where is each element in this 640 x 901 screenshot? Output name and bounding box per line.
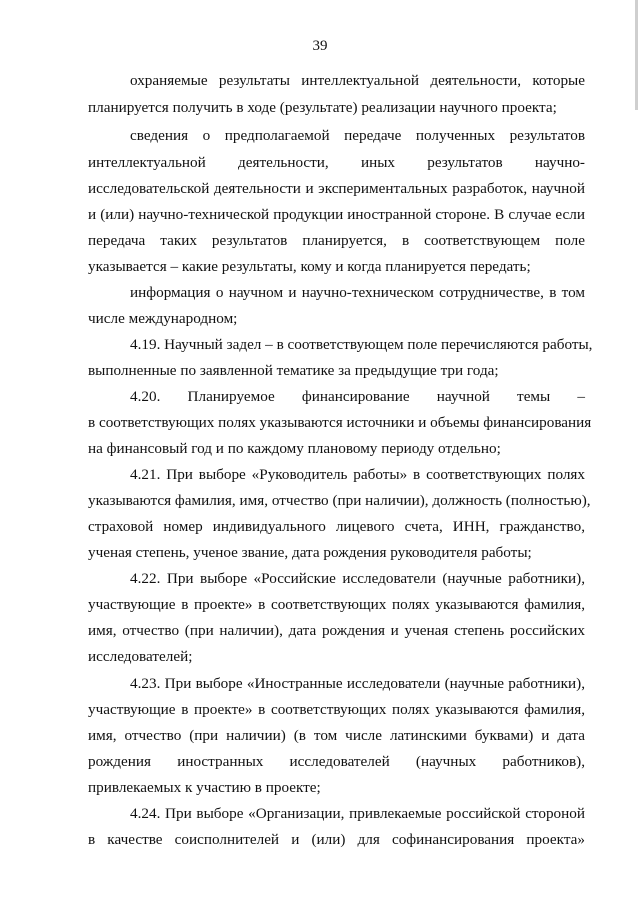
text-line: планируется получить в ходе (результате) реализации научного проекта; [88,99,557,116]
text-line: на финансовый год и по каждому плановому периоду отдельно; [88,440,501,457]
text-line: 4.19. Научный задел – в соответствующем поле перечисляются работы, [130,336,593,353]
text-line: 4.20. Планируемое финансирование научной темы – [130,388,585,405]
scan-edge-mark [635,0,638,110]
text-line: охраняемые результаты интеллектуальной деятельности, которые [130,72,585,89]
text-line: передача таких результатов планируется, в соответствующем поле [88,232,585,249]
text-line: в качестве соисполнителей и (или) для софинансирования проекта» [88,831,585,848]
text-line: привлекаемых к участию в проекте; [88,779,321,796]
text-line: интеллектуальной деятельности, иных результатов научно- [88,154,585,171]
text-line: участвующие в проекте» в соответствующих полях указываются фамилия, [88,596,585,613]
page-number: 39 [312,38,328,54]
text-line: в соответствующих полях указываются источники и объемы финансирования [88,414,592,431]
text-line: числе международном; [88,310,238,327]
text-line: выполненные по заявленной тематике за предыдущие три года; [88,362,499,379]
text-line: указывается – какие результаты, кому и когда планируется передать; [88,258,531,275]
text-line: ученая степень, ученое звание, дата рождения руководителя работы; [88,544,532,561]
text-line: исследователей; [88,648,193,665]
text-line: имя, отчество (при наличии) (в том числе латинскими буквами) и дата [88,727,585,744]
text-line: и (или) научно-технической продукции иностранной стороне. В случае если [88,206,585,223]
text-line: 4.24. При выборе «Организации, привлекаемые российской стороной [130,805,585,822]
text-line: 4.23. При выборе «Иностранные исследователи (научные работники), [130,675,585,692]
text-line: страховой номер индивидуального лицевого счета, ИНН, гражданство, [88,518,585,535]
text-line: 4.21. При выборе «Руководитель работы» в соответствующих полях [130,466,585,483]
text-line: информация о научном и научно-техническом сотрудничестве, в том [130,284,585,301]
text-line: участвующие в проекте» в соответствующих полях указываются фамилия, [88,701,585,718]
text-line: 4.22. При выборе «Российские исследователи (научные работники), [130,570,585,587]
text-line: указываются фамилия, имя, отчество (при наличии), должность (полностью), [88,492,591,509]
text-line: сведения о предполагаемой передаче полученных результатов [130,127,585,144]
text-line: имя, отчество (при наличии), дата рождения и ученая степень российских [88,622,585,639]
text-line: исследовательской деятельности и экспериментальных разработок, научной [88,180,585,197]
text-line: рождения иностранных исследователей (научных работников), [88,753,585,770]
